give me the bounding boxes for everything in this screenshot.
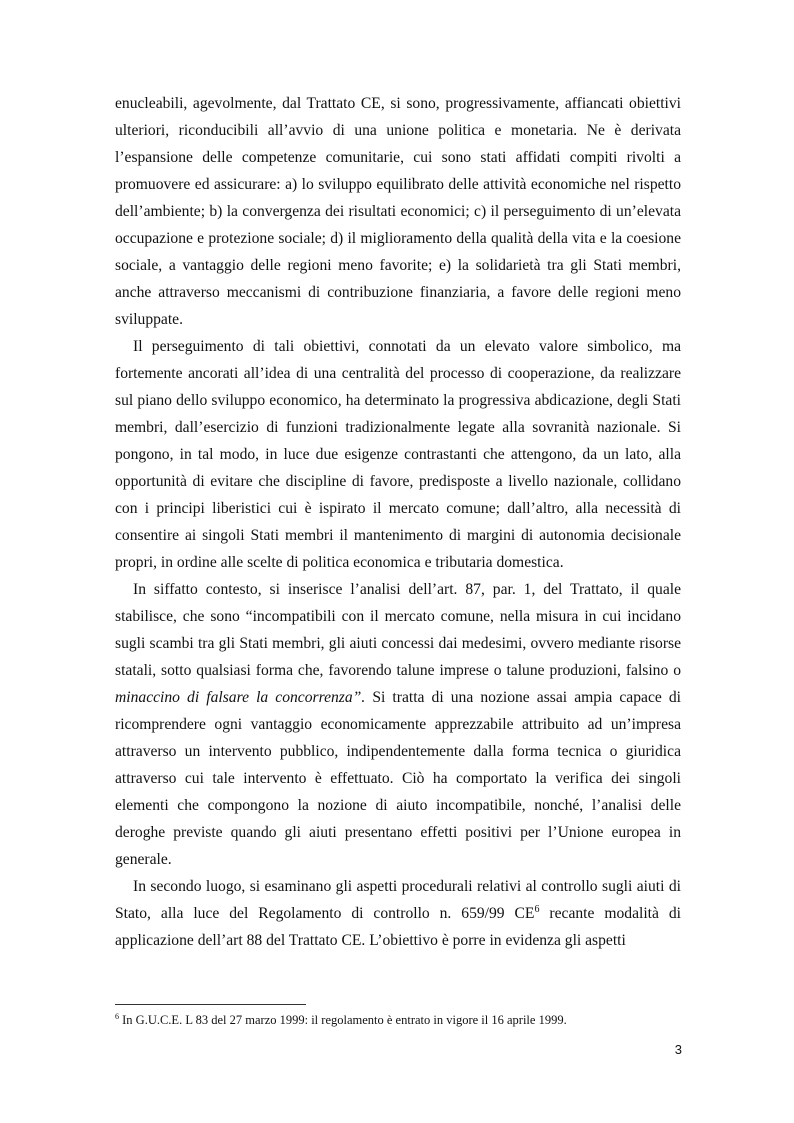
paragraph (115, 873, 681, 954)
paragraph-text: In siffatto contesto, si inserisce l’analisi dell’art. 87, par. 1, del Trattato, il quale stabilisce, che sono “incompatibili con il mercato comune, nella misura in cui incidano sugli scambi tra gli Stati membri, gli aiuti concessi dai medesimi, ovvero mediante risorse statali, sotto qualsiasi forma che, favorendo talune imprese o talune produzioni, falsino o (115, 581, 681, 679)
paragraph-text: Si tratta di una nozione assai ampia capace di ricomprendere ogni vantaggio economicamente apprezzabile attribuito ad un’impresa attraverso un intervento pubblico, indipendentemente dalla forma tecnica o giuridica attraverso cui tale intervento è effettuato. Ciò ha comportato la verifica dei singoli elementi che compongono la nozione di aiuto incompatibile, nonché, l’analisi delle deroghe previste quando gli aiuti presentano effetti positivi per l’Unione europea in generale. (115, 689, 682, 868)
footnote-divider (115, 1004, 306, 1005)
paragraph-text: In secondo luogo, si esaminano gli aspetti procedurali relativi al controllo sugli aiuti di Stato, alla luce del Regolamento di controllo n. 659/99 CE (115, 878, 681, 922)
paragraph-text: Il perseguimento di tali obiettivi, connotati da un elevato valore simbolico, ma fortemente ancorati all’idea di una centralità del processo di cooperazione, da realizzare sul piano dello sviluppo economico, ha determinato la progressiva abdicazione, degli Stati membri, dall’esercizio di funzioni tradizionalmente legate alla sovranità nazionale. Si pongono, in tal modo, in luce due esigenze contrastanti che attengono, da un lato, alla opportunità di evitare che discipline di favore, predisposte a livello nazionale, collidano con i principi liberistici cui è ispirato il mercato comune; dall’altro, alla necessità di consentire ai singoli Stati membri il mantenimento di margini di autonomia decisionale propri, in ordine alle scelte di politica economica e tributaria domestica. (115, 338, 681, 571)
paragraph (115, 333, 681, 576)
page-number: 3 (674, 1042, 682, 1057)
paragraph-text: recante modalità di applicazione dell’art 88 del Trattato CE. L’obiettivo è porre in evidenza gli aspetti (115, 905, 681, 949)
paragraph-text: enucleabili, agevolmente, dal Trattato CE, si sono, progressivamente, affiancati obiettivi ulteriori, riconducibili all’avvio di una unione politica e monetaria. Ne è derivata l’espansione delle competenze comunitarie, cui sono stati affidati compiti rivolti a promuovere ed assicurare: a) lo sviluppo equilibrato delle attività economiche nel rispetto dell’ambiente; b) la convergenza dei risultati economici; c) il perseguimento di un’elevata occupazione e protezione sociale; d) il miglioramento della qualità della vita e la coesione sociale, a vantaggio delle regioni meno favorite; e) la solidarietà tra gli Stati membri, anche attraverso meccanismi di contribuzione finanziaria, a favore delle regioni meno sviluppate. (115, 95, 681, 328)
footnote-reference[interactable]: 6 (534, 904, 540, 915)
paragraph-continued (115, 90, 681, 333)
footnote-number: 6 (115, 1012, 119, 1021)
footnote-text: In G.U.C.E. L 83 del 27 marzo 1999: il regolamento è entrato in vigore il 16 aprile 1999. (119, 1013, 567, 1027)
italic-quote: minaccino di falsare la concorrenza”. (115, 689, 366, 706)
paragraph (115, 576, 681, 873)
footnote (115, 1012, 681, 1028)
body-text (115, 90, 681, 954)
